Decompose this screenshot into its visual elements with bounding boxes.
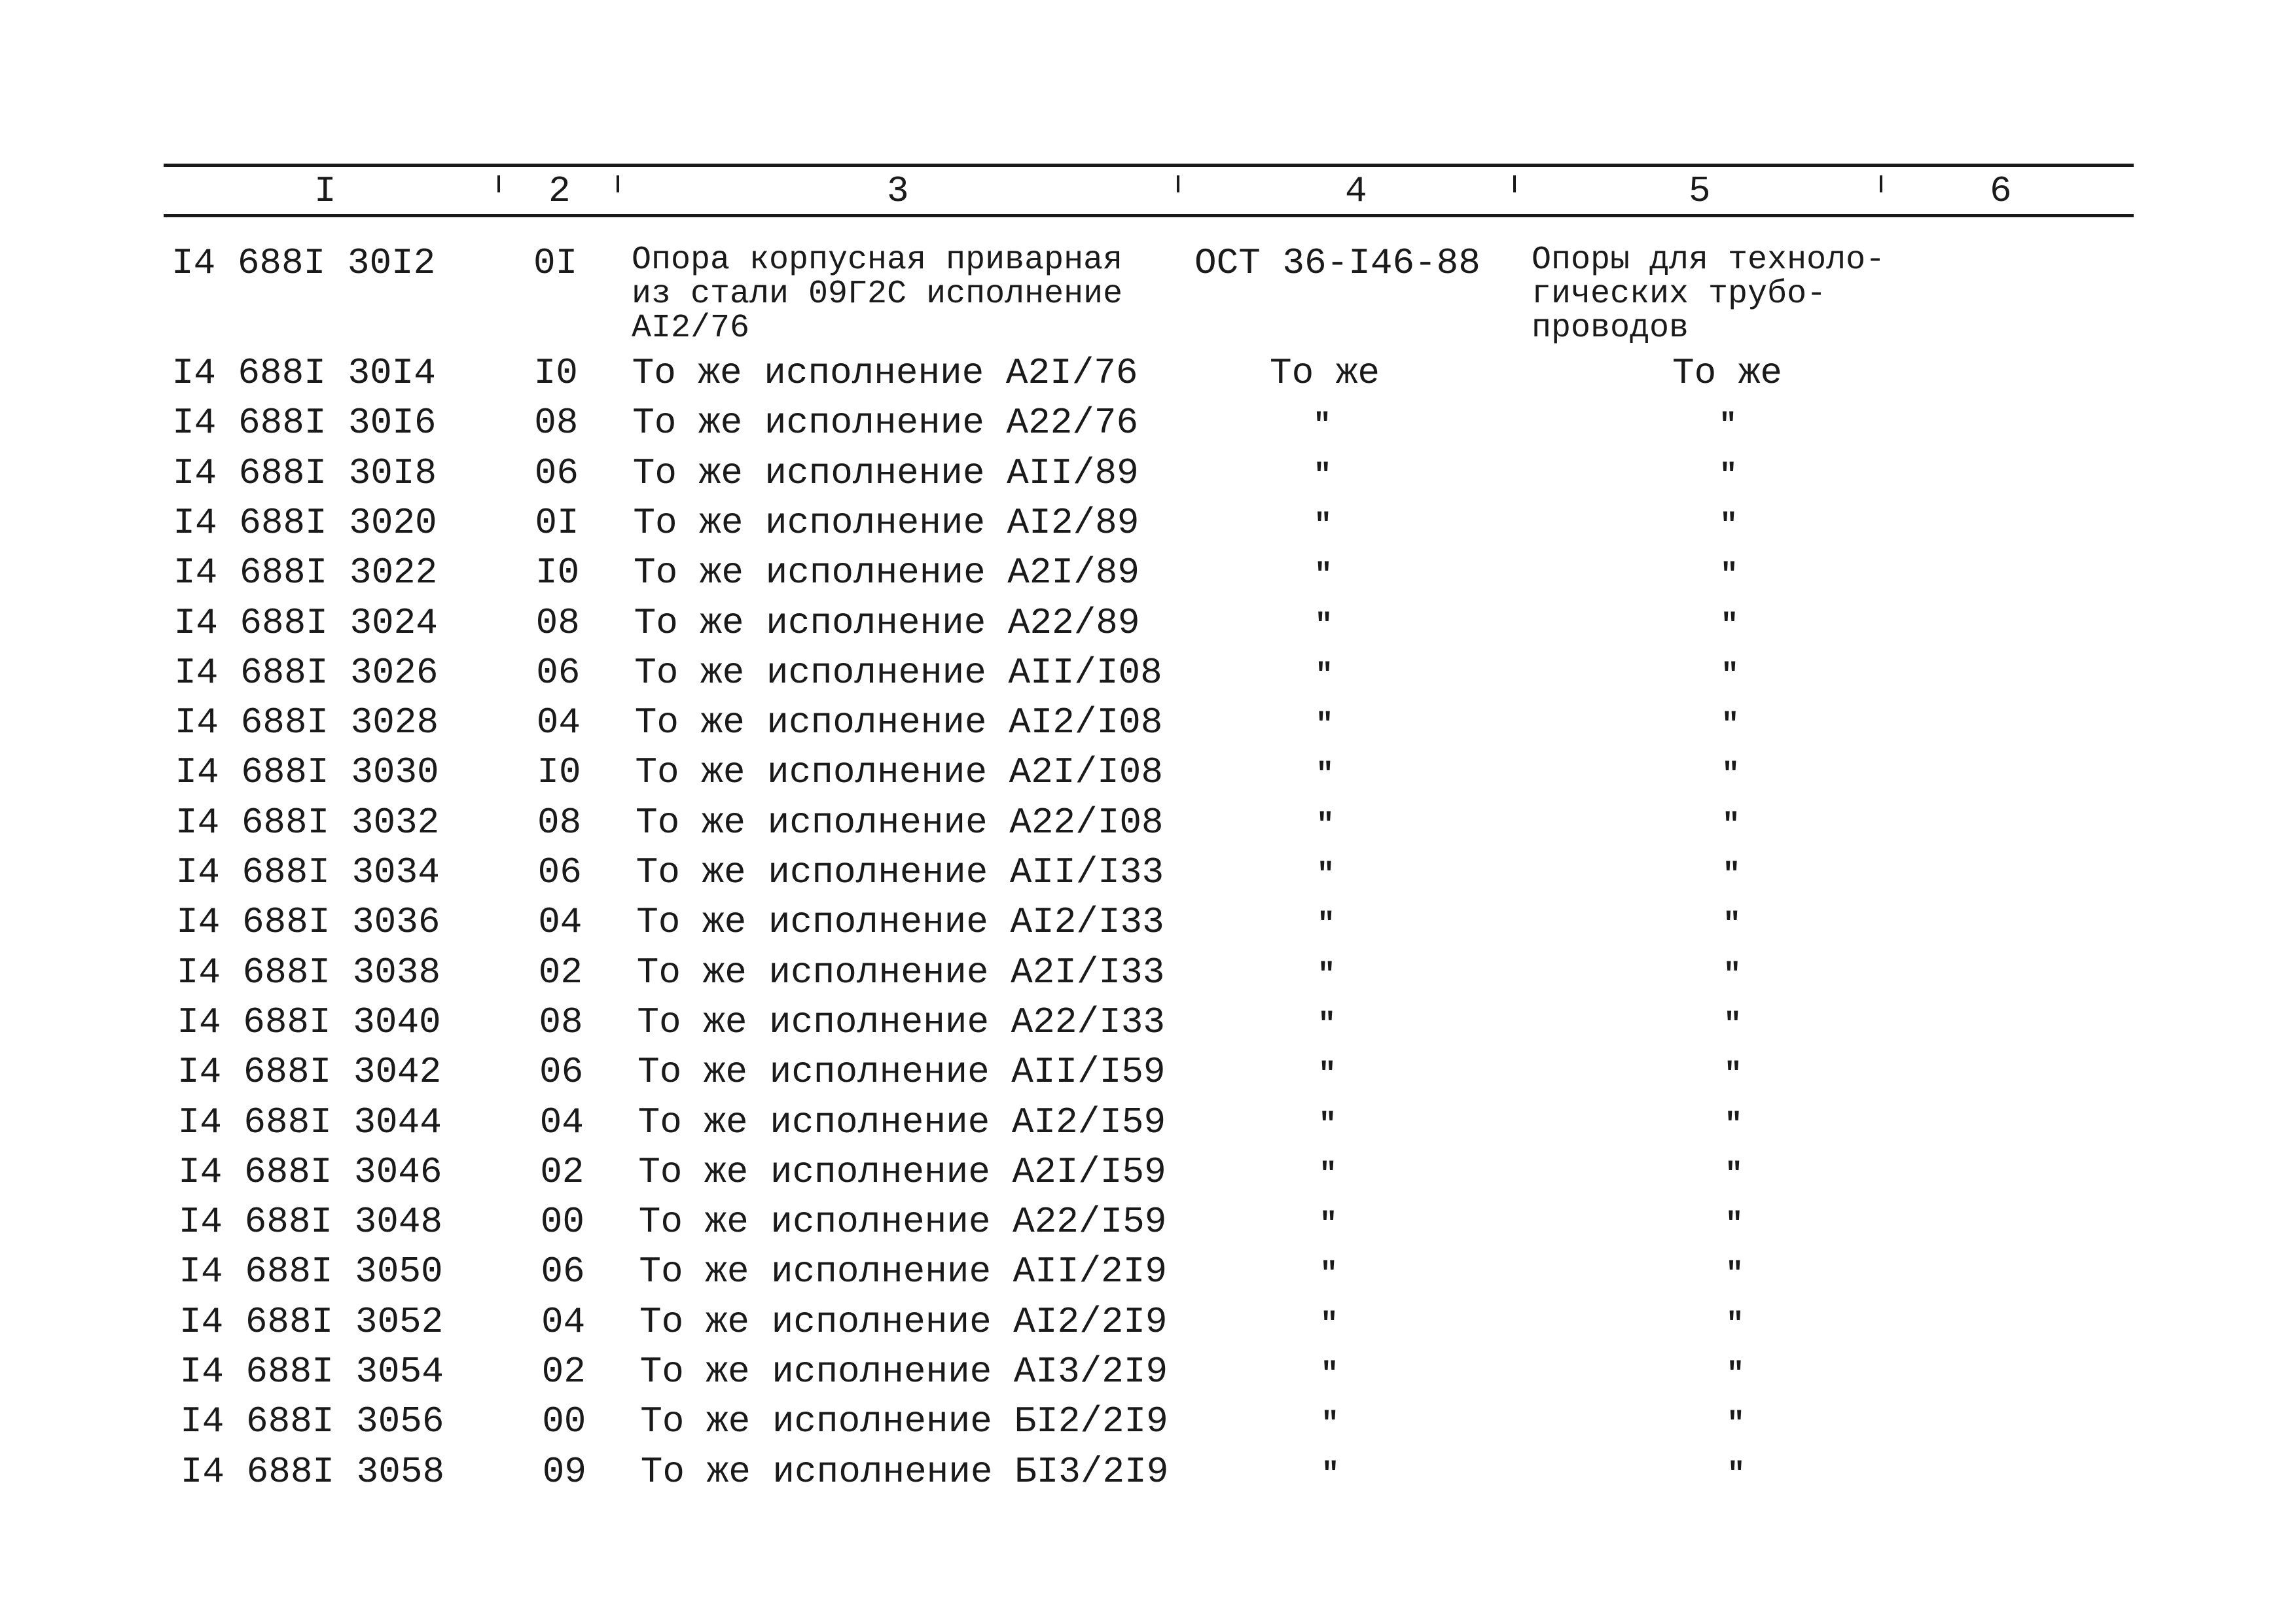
item-name-line: Опора корпусная приварная [632,241,1123,279]
ditto-mark: " [1719,508,1738,543]
item-name: То же исполнение A22/I33 [637,1001,1165,1043]
item-code: I4 688I 3030 [175,751,439,794]
purpose-line: гических трубо- [1532,276,1827,313]
check-number: 0I [533,242,578,284]
item-name: То же исполнение БI3/2I9 [640,1450,1169,1493]
ditto-mark: " [1319,1157,1337,1192]
ditto-mark: " [1313,408,1331,443]
item-code: I4 688I 3048 [178,1201,443,1243]
check-number: 08 [539,1001,583,1043]
ditto-mark: " [1314,608,1333,643]
check-number: 06 [539,1051,584,1094]
item-code: I4 688I 30I8 [172,452,437,494]
check-number: 09 [542,1450,587,1493]
check-number: 04 [541,1300,586,1343]
ditto-mark: " [1319,1207,1338,1242]
standard-ref: ОСТ 36-I46-88 [1194,242,1480,284]
ditto-mark: " [1315,658,1333,692]
item-name: То же исполнение A2I/76 [632,352,1138,394]
ditto-mark: " [1313,458,1332,493]
ditto-mark: " [1315,708,1334,743]
item-name: То же исполнение AI2/I08 [634,702,1163,744]
item-name: То же исполнение AII/I59 [637,1051,1166,1094]
item-code: I4 688I 3036 [176,901,440,944]
item-code: I4 688I 3038 [176,951,441,993]
ditto-mark: " [1320,1307,1338,1342]
item-name: То же исполнение AII/I08 [634,651,1162,694]
ditto-mark: " [1316,808,1335,842]
item-name: То же исполнение A22/I08 [636,801,1164,844]
check-number: I0 [533,352,578,394]
ditto-mark: " [1319,1257,1338,1292]
item-code: I4 688I 30I4 [171,352,436,394]
item-code: I4 688I 3034 [175,851,440,893]
check-number: 06 [536,651,581,694]
item-code: I4 688I 30I6 [172,402,437,444]
ditto-mark: " [1321,1457,1340,1491]
ditto-mark: " [1727,1407,1745,1442]
item-code: I4 688I 3050 [179,1251,443,1293]
ditto-mark: " [1320,1357,1339,1391]
item-name: То же исполнение A22/76 [632,402,1139,444]
column-separator [1513,175,1516,192]
ditto-mark: " [1722,808,1740,842]
ditto-mark: " [1317,908,1335,942]
item-name: То же исполнение A22/I59 [638,1201,1167,1243]
check-number: 06 [541,1251,585,1293]
purpose: То же [1672,352,1783,394]
item-code: I4 688I 3044 [177,1101,442,1143]
item-code: I4 688I 3032 [175,801,440,844]
ditto-mark: " [1719,458,1738,493]
check-number: 02 [541,1351,586,1393]
ditto-mark: " [1316,758,1334,793]
check-number: I0 [537,751,581,794]
ditto-mark: " [1318,1058,1336,1092]
column-number-2: 2 [548,170,571,212]
check-number: 06 [537,851,582,893]
ditto-mark: " [1723,1007,1742,1042]
ditto-mark: " [1723,908,1741,942]
ditto-mark: " [1723,957,1742,992]
ditto-mark: " [1314,508,1332,543]
ditto-mark: " [1719,408,1737,443]
item-name: То же исполнение AII/2I9 [639,1251,1167,1293]
column-number-6: 6 [1990,170,2012,212]
table-top-rule [164,164,2134,167]
item-code: I4 688I 3046 [178,1150,442,1193]
ditto-mark: " [1722,858,1741,892]
column-separator [617,175,619,192]
table-header-rule [164,214,2134,217]
column-number-1: I [314,170,336,212]
item-name: То же исполнение AII/89 [632,452,1139,494]
check-number: 08 [537,801,582,844]
ditto-mark: " [1727,1457,1746,1491]
check-number: 08 [535,601,580,644]
ditto-mark: " [1720,608,1739,643]
item-name: То же исполнение БI2/2I9 [640,1400,1168,1443]
ditto-mark: " [1316,858,1335,892]
item-code: I4 688I 3026 [174,651,439,694]
item-code: I4 688I 3052 [179,1300,444,1343]
check-number: 06 [534,452,579,494]
column-separator [1177,175,1179,192]
item-name: То же исполнение A22/89 [634,601,1140,644]
check-number: 02 [538,951,583,993]
item-name: То же исполнение AI2/2I9 [639,1300,1168,1343]
standard-ref: То же [1270,352,1380,394]
check-number: 02 [540,1150,584,1193]
check-number: 00 [540,1201,585,1243]
item-name-line: AI2/76 [632,310,750,347]
check-number: 0I [535,501,579,544]
item-name-line: из стали 09Г2С исполнение [632,276,1123,313]
ditto-mark: " [1724,1058,1742,1092]
column-number-3: 3 [887,170,909,212]
item-name: То же исполнение AI2/I33 [636,901,1164,944]
ditto-mark: " [1721,658,1739,692]
check-number: 04 [536,702,581,744]
purpose-line: Опоры для техноло- [1532,241,1886,279]
ditto-mark: " [1321,1407,1339,1442]
item-name: То же исполнение A2I/I59 [638,1150,1166,1193]
column-separator [1880,175,1882,192]
item-code: I4 688I 3020 [173,501,437,544]
item-name: То же исполнение A2I/I08 [635,751,1163,794]
column-number-4: 4 [1345,170,1367,212]
check-number: I0 [535,552,580,594]
ditto-mark: " [1721,708,1740,743]
margin-annotation [2173,105,2251,563]
check-number: 08 [534,402,579,444]
item-code: I4 688I 3022 [173,552,438,594]
item-code: I4 688I 30I2 [171,242,436,284]
ditto-mark: " [1721,758,1740,793]
item-code: I4 688I 3058 [180,1450,445,1493]
item-code: I4 688I 3056 [180,1400,444,1443]
item-code: I4 688I 3024 [173,601,438,644]
ditto-mark: " [1725,1207,1744,1242]
check-number: 04 [539,1101,584,1143]
item-code: I4 688I 3028 [174,702,439,744]
ditto-mark: " [1726,1357,1745,1391]
ditto-mark: " [1318,1107,1337,1142]
ditto-mark: " [1724,1107,1743,1142]
column-separator [497,175,500,192]
item-name: То же исполнение AI2/I59 [637,1101,1166,1143]
ditto-mark: " [1726,1307,1744,1342]
item-code: I4 688I 3042 [177,1051,442,1094]
ditto-mark: " [1725,1257,1744,1292]
item-name: То же исполнение AI2/89 [633,501,1139,544]
ditto-mark: " [1720,558,1738,593]
ditto-mark: " [1318,1007,1336,1042]
check-number: 04 [538,901,583,944]
check-number: 00 [542,1400,586,1443]
purpose-line: проводов [1532,310,1689,347]
item-name: То же исполнение A2I/I33 [636,951,1165,993]
item-code: I4 688I 3040 [177,1001,441,1043]
item-name: То же исполнение AII/I33 [636,851,1164,893]
ditto-mark: " [1317,957,1336,992]
item-name: То же исполнение AI3/2I9 [639,1351,1168,1393]
item-name: То же исполнение A2I/89 [634,552,1139,594]
ditto-mark: " [1314,558,1333,593]
ditto-mark: " [1725,1157,1743,1192]
column-number-5: 5 [1689,170,1711,212]
item-code: I4 688I 3054 [179,1351,444,1393]
